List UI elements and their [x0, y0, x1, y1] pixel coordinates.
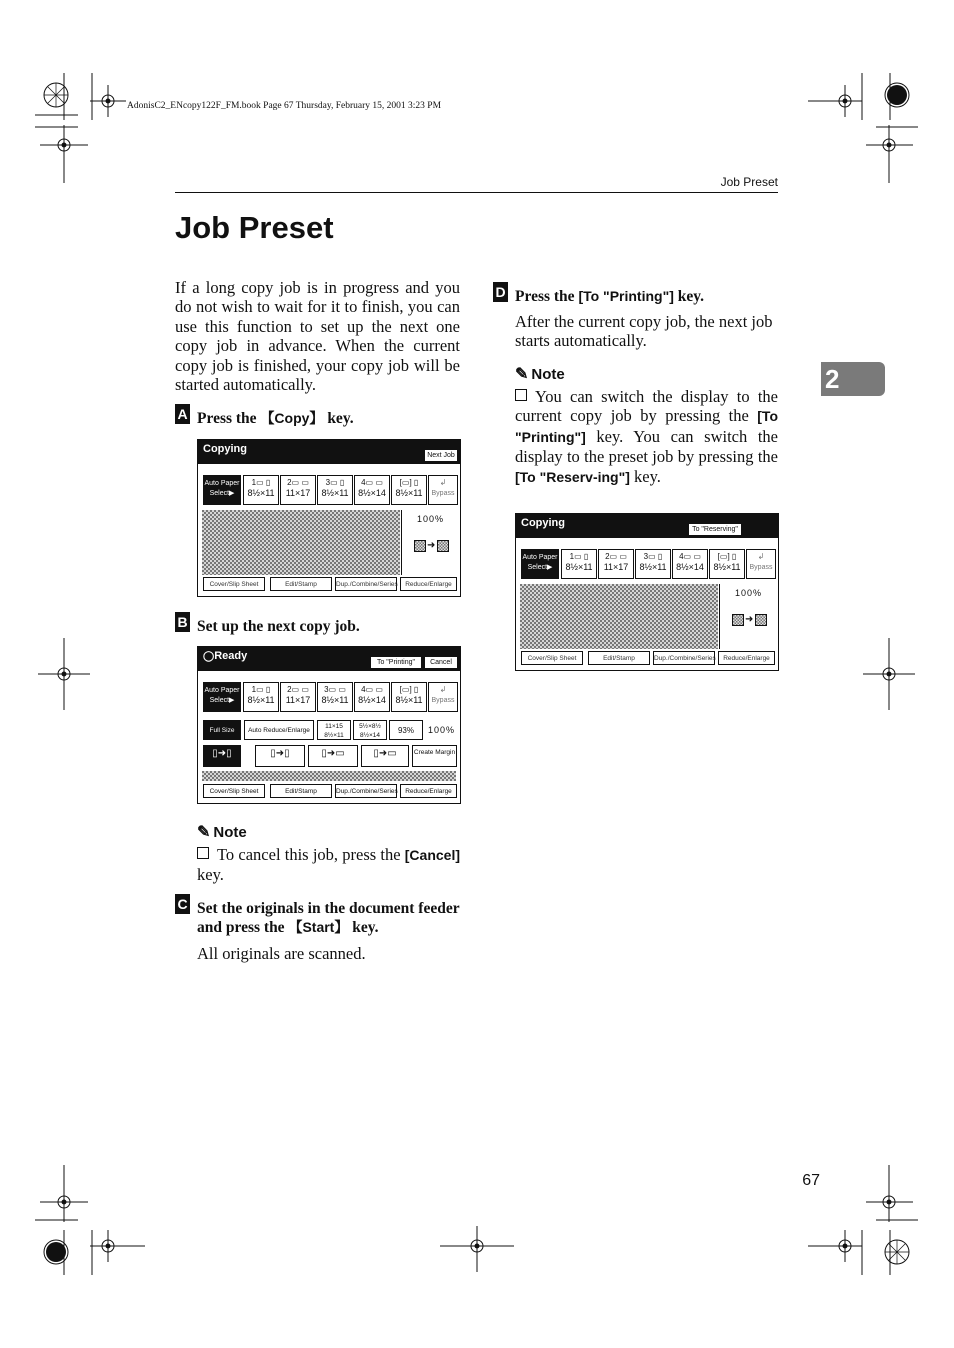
paper-tray-1[interactable]: 1▭ ▯ 8½×11 [561, 549, 597, 579]
page-number: 67 [802, 1172, 820, 1189]
step-body: All originals are scanned. [197, 944, 366, 963]
bypass-tray[interactable]: ↲ Bypass [746, 549, 776, 579]
ratio-panel [401, 510, 460, 575]
paper-tray-4[interactable]: 4▭ ▭ 8½×14 [672, 549, 708, 579]
screen-title: Copying [521, 517, 565, 529]
step-number: B [175, 612, 190, 632]
pencil-icon: ✎ [197, 824, 211, 841]
tab-edit-stamp[interactable]: Edit/Stamp [270, 577, 332, 591]
screen-title: Ready [214, 650, 248, 662]
function-tabs [198, 784, 460, 801]
page-title: Job Preset [175, 210, 334, 245]
screen-pattern-strip [202, 771, 456, 781]
step-number: D [493, 282, 508, 302]
start-key-label: 【Start】 [288, 919, 349, 935]
reproduction-ratio: 100% [428, 725, 456, 735]
paper-tray-4[interactable]: 4▭ ▭ 8½×14 [354, 475, 390, 505]
tab-cover-slip-sheet[interactable]: Cover/Slip Sheet [203, 577, 265, 591]
step-number: C [175, 894, 190, 914]
bypass-tray[interactable]: ↲ Bypass [428, 682, 458, 712]
paper-tray-2[interactable]: 2▭ ▭ 11×17 [598, 549, 634, 579]
ratio-panel [719, 584, 778, 649]
arrow-icon: ➜ [745, 614, 754, 625]
tab-cover-slip-sheet[interactable]: Cover/Slip Sheet [203, 784, 265, 798]
function-tabs [198, 577, 460, 594]
cancel-key-label: [Cancel] [404, 847, 460, 863]
step-instruction: Set the originals in the document feeder and press the 【Start】 key. [197, 900, 460, 936]
orientation-option-2[interactable]: ▯➜▯ [255, 745, 305, 767]
header-rule [175, 192, 778, 193]
ratio-preset-2[interactable]: 5½×8½ 8½×14 [353, 720, 387, 740]
reproduction-ratio: 100% [417, 514, 445, 524]
auto-paper-select-button[interactable]: Auto Paper Select▶ [203, 475, 241, 505]
to-printing-button[interactable]: To "Printing" [370, 656, 422, 669]
running-head: Job Preset [720, 175, 778, 189]
original-icon [414, 540, 426, 552]
reproduction-ratio: 100% [735, 588, 763, 598]
paper-tray-4[interactable]: 4▭ ▭ 8½×14 [354, 682, 390, 712]
combine-option-1[interactable]: ▯➜▭ [308, 745, 358, 767]
original-icon [732, 614, 744, 626]
checkbox-bullet-icon [197, 847, 209, 859]
paper-tray-1[interactable]: 1▭ ▯ 8½×11 [243, 682, 279, 712]
tab-dup-combine-series[interactable]: Dup./Combine/Series [335, 577, 397, 591]
bypass-tray[interactable]: ↲ Bypass [428, 475, 458, 505]
pencil-icon: ✎ [515, 366, 529, 383]
tab-reduce-enlarge[interactable]: Reduce/Enlarge [400, 784, 457, 798]
copy-icon [437, 540, 449, 552]
copying-screen-reserving [515, 513, 779, 671]
paper-tray-2[interactable]: 2▭ ▭ 11×17 [280, 682, 316, 712]
step-instruction: Set up the next copy job. [197, 618, 360, 635]
paper-tray-5[interactable]: [▭] ▯ 8½×11 [391, 682, 427, 712]
checkbox-bullet-icon [515, 389, 527, 401]
file-info-line: AdonisC2_ENcopy122F_FM.book Page 67 Thursday, February 15, 2001 3:23 PM [127, 101, 442, 111]
tab-dup-combine-series[interactable]: Dup./Combine/Series [335, 784, 397, 798]
paper-tray-5[interactable]: [▭] ▯ 8½×11 [709, 549, 745, 579]
paper-tray-3[interactable]: 3▭ ▯ 8½×11 [635, 549, 671, 579]
auto-reduce-enlarge-button[interactable]: Auto Reduce/Enlarge [244, 720, 314, 740]
note-item: To cancel this job, press the [Cancel] key. [197, 845, 460, 885]
screen-pattern-area [520, 584, 718, 649]
tab-cover-slip-sheet[interactable]: Cover/Slip Sheet [521, 651, 583, 665]
copying-screen [197, 439, 461, 597]
tab-reduce-enlarge[interactable]: Reduce/Enlarge [718, 651, 775, 665]
step-number: A [175, 404, 190, 424]
paper-tray-3[interactable]: 3▭ ▯ 8½×11 [317, 475, 353, 505]
cancel-button[interactable]: Cancel [424, 656, 458, 669]
intro-paragraph: If a long copy job is in progress and you do not wish to wait for it to finish, you can use this function to set up the next one copy job in advance. When the current copy job is finished, your copy job will be started automatically. [175, 278, 460, 395]
next-job-button[interactable]: Next Job [424, 449, 458, 462]
step-body: After the current copy job, the next job starts automatically. [515, 312, 773, 351]
note-heading: ✎ Note [197, 824, 247, 841]
to-printing-key-label: [To "Printing"] [578, 288, 674, 304]
step-instruction: Press the 【Copy】 key. [197, 410, 354, 427]
copy-icon [755, 614, 767, 626]
create-margin-button[interactable]: Create Margin [412, 745, 457, 767]
screen-title: Copying [203, 443, 247, 455]
paper-tray-3[interactable]: 3▭ ▭ 8½×11 [317, 682, 353, 712]
tab-reduce-enlarge[interactable]: Reduce/Enlarge [400, 577, 457, 591]
tab-dup-combine-series[interactable]: Dup./Combine/Series [653, 651, 715, 665]
step-instruction: Press the [To "Printing"] key. [515, 288, 705, 305]
paper-tray-5[interactable]: [▭] ▯ 8½×11 [391, 475, 427, 505]
function-tabs [516, 651, 778, 668]
orientation-option-1[interactable]: ▯➜▯ [203, 745, 241, 767]
screen-pattern-area [202, 510, 400, 575]
ready-screen [197, 646, 461, 804]
ready-circle-icon: ◯ [203, 651, 215, 662]
ratio-preset-3[interactable]: 93% [389, 720, 423, 740]
screen-title-bar [198, 440, 460, 464]
combine-option-2[interactable]: ▯➜▭ [361, 745, 409, 767]
ratio-preset-1[interactable]: 11×15 8½×11 [317, 720, 351, 740]
to-reserving-key-label: [To "Reserv-ing"] [515, 468, 630, 485]
copy-key-label: 【Copy】 [260, 410, 324, 426]
auto-paper-select-button[interactable]: Auto Paper Select▶ [203, 682, 241, 712]
note-item: You can switch the display to the current copy job by pressing the [To "Printing"] key. You can switch the display to the preset job by pressing the [To "Reserv-ing"] key. [515, 387, 778, 486]
auto-paper-select-button[interactable]: Auto Paper Select▶ [521, 549, 559, 579]
tab-edit-stamp[interactable]: Edit/Stamp [270, 784, 332, 798]
to-printing-key-label: [To "Printing"] [515, 408, 778, 445]
paper-tray-2[interactable]: 2▭ ▭ 11×17 [280, 475, 316, 505]
tab-edit-stamp[interactable]: Edit/Stamp [588, 651, 650, 665]
paper-tray-1[interactable]: 1▭ ▯ 8½×11 [243, 475, 279, 505]
chapter-tab: 2 [821, 362, 885, 396]
to-reserving-button[interactable]: To "Reserving" [688, 523, 742, 536]
arrow-icon: ➜ [427, 540, 436, 551]
note-heading: ✎ Note [515, 366, 565, 383]
full-size-button[interactable]: Full Size [203, 720, 241, 740]
